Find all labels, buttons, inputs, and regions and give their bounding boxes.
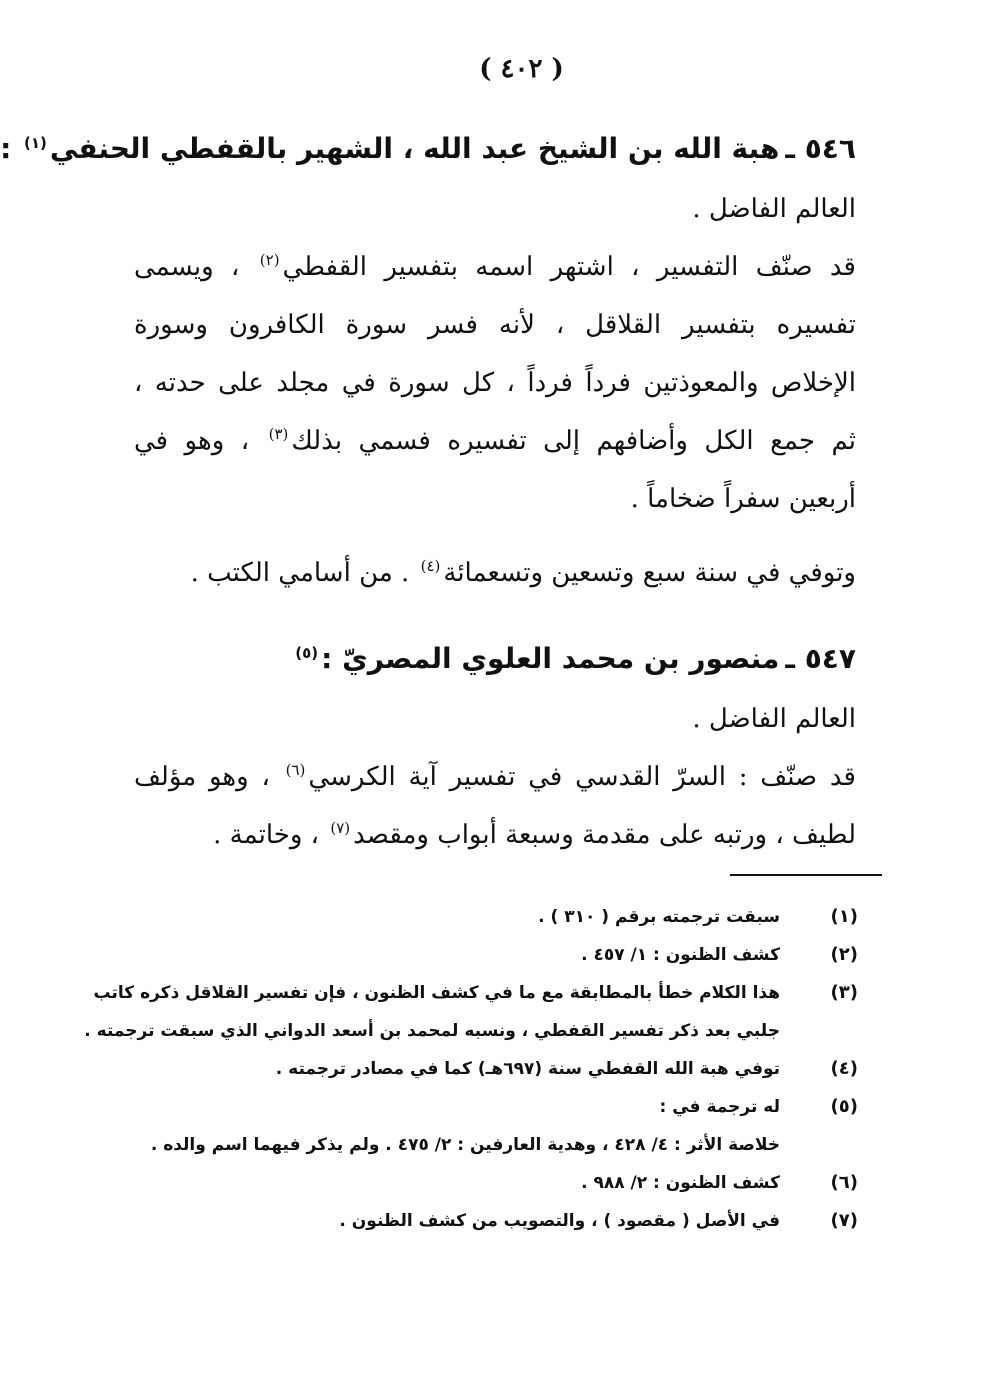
main-text [0, 118, 857, 864]
footnote-5 [136, 1088, 858, 1126]
footnote-ref-1: (١) [24, 133, 47, 152]
footnote-4 [136, 1050, 858, 1088]
footnote-ref-2: (٢) [259, 251, 280, 270]
footnote-1 [136, 898, 858, 936]
entry-547-line-3a: لطيف ، ورتبه على مقدمة وسبعة أبواب ومقصد [353, 820, 856, 850]
entry-546-heading-text: هبة الله بن الشيخ عبد الله ، الشهير بالقفطي الحنفي [49, 132, 780, 165]
entry-547-line-2a: قد صنّف : السرّ القدسي في تفسير آية الكرسي [308, 762, 856, 792]
footnote-7 [136, 1202, 858, 1240]
footnote-3-mark: (٣) [830, 982, 858, 1003]
footnote-2 [136, 936, 858, 974]
entry-546-line-7a: وتوفي في سنة سبع وتسعين وتسعمائة [443, 558, 856, 588]
entry-547-heading-text: منصور بن محمد العلوي المصريّ [342, 642, 780, 675]
footnote-6 [136, 1164, 858, 1202]
entry-546-line-2b: ، ويسمى [134, 252, 240, 282]
entry-546-number: ٥٤٦ ـ [785, 132, 856, 165]
footnote-ref-7: (٧) [330, 819, 351, 838]
footnote-ref-6: (٦) [285, 761, 306, 780]
footnote-3 [84, 974, 858, 1050]
footnotes [84, 898, 858, 1240]
page-number: ( ٤٠٢ ) [479, 54, 564, 84]
entry-546-line-2 [134, 238, 856, 296]
footnote-2-text: كشف الظنون : ١/ ٤٥٧ . [581, 945, 780, 965]
footnote-3-text-line-2: جلبي بعد ذكر تفسير القفطي ، ونسبه لمحمد بن أسعد الدواني الذي سبقت ترجمته . [84, 1021, 780, 1041]
entry-546-line-5a: ثم جمع الكل وأضافهم إلى تفسيره فسمي بذلك [291, 426, 857, 456]
footnote-1-text: سبقت ترجمته برقم ( ٣١٠ ) . [538, 907, 780, 927]
entry-547-line-3 [134, 806, 856, 864]
entry-547-heading [134, 628, 856, 690]
entry-547-line-2 [134, 748, 856, 806]
entry-546-line-4: الإخلاص والمعوذتين فرداً فرداً ، كل سورة في مجلد على حدته ، [134, 368, 856, 398]
footnote-7-text: في الأصل ( مقصود ) ، والتصويب من كشف الظنون . [339, 1211, 780, 1231]
footnote-ref-3: (٣) [268, 425, 289, 444]
footnote-separator [730, 874, 882, 876]
entry-546-line-2a: قد صنّف التفسير ، اشتهر اسمه بتفسير القفطي [282, 252, 856, 282]
footnote-ref-4: (٤) [420, 557, 441, 576]
footnote-7-mark: (٧) [830, 1210, 858, 1231]
entry-547-number: ٥٤٧ ـ [785, 642, 856, 675]
footnote-4-mark: (٤) [830, 1058, 858, 1079]
entry-547-line-1: العالم الفاضل . [692, 704, 856, 734]
entry-546-line-3: تفسيره بتفسير القلاقل ، لأنه فسر سورة الكافرون وسورة [134, 310, 856, 340]
entry-547-heading-colon: : [321, 642, 333, 675]
entry-546-line-7b: . من أسامي الكتب . [190, 558, 410, 588]
footnote-2-mark: (٢) [830, 944, 858, 965]
footnote-6-mark: (٦) [830, 1172, 858, 1193]
footnote-4-text: توفي هبة الله القفطي سنة (٦٩٧هـ) كما في مصادر ترجمته . [275, 1059, 780, 1079]
footnote-6-text: كشف الظنون : ٢/ ٩٨٨ . [581, 1173, 780, 1193]
entry-546-heading-colon: : [0, 132, 12, 165]
entry-546-line-6: أربعين سفراً ضخاماً . [630, 484, 856, 514]
entry-547-line-2b: ، وهو مؤلف [134, 762, 270, 792]
entry-546-heading [0, 118, 856, 180]
footnote-1-mark: (١) [830, 906, 858, 927]
entry-546-line-7 [134, 544, 856, 602]
footnote-5-continuation: خلاصة الأثر : ٤/ ٤٢٨ ، وهدية العارفين : ٢/ ٤٧٥ . ولم يذكر فيهما اسم والده . [150, 1135, 780, 1155]
entry-546-line-5 [134, 412, 856, 470]
entry-546-line-5b: ، وهو في [134, 426, 250, 456]
entry-547-line-3b: ، وخاتمة . [213, 820, 320, 850]
footnote-ref-5: (٥) [295, 643, 319, 662]
footnote-5-mark: (٥) [830, 1096, 858, 1117]
footnote-5-text: له ترجمة في : [659, 1097, 780, 1117]
footnote-3-text-line-1: هذا الكلام خطأ بالمطابقة مع ما في كشف الظنون ، فإن تفسير القلاقل ذكره كاتب [93, 983, 780, 1003]
entry-546-line-1: العالم الفاضل . [692, 194, 856, 224]
